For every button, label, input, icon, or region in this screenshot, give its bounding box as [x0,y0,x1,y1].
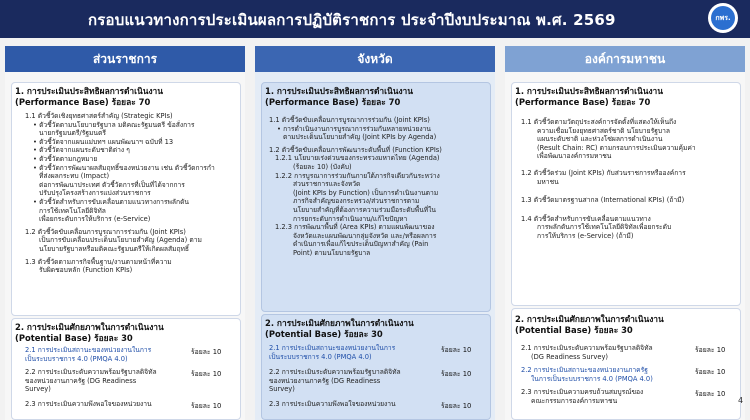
column-public-organization [505,46,745,420]
logo [708,3,738,33]
potential-item-2-1: 2.1 การประเมินสถานะของหน่วยงานในการ เป็นระบบราชการ 4.0 (PMQA 4.0) [269,344,396,361]
performance-items: 1.1 ตัวชี้วัดขับเคลื่อนการบูรณาการร่วมกัน (Joint KPIs) • การดำเนินงานการบูรณาการร่วมกันหลายหน่วยงาน ตามประเด็นนโยบายสำคัญ (Joint KPIs by Agenda) 1.2 ตัวชี้วัดขับเคลื่อนการพัฒนาระดับพื้นที่ (Function KPIs) 1.2.1 นโยบายเร่งด่วนของกระทรวงมหาดไทย (Agenda) (ร้อยละ 10) (บังคับ) 1.2.2 การบูรณาการร่วมกันภายใต้ภารกิจเดียวกันระหว่าง ส่วนราชการและจังหวัด (Joint KPIs by Function) เป็นการดำเนินงานตาม ภารกิจสำคัญของกระทรวง/ส่วนราชการตาม นโยบายสำคัญที่ต้องการความร่วมมือระดับพื้นที่ใน การยกระดับการดำเนินงาน/แก้ไขปัญหา 1.2.3 การพัฒนาพื้นที่ (Area KPIs) ตามแผนพัฒนาของ จังหวัดและแผนพัฒนากลุ่มจังหวัด และ/หรือผลการ ดำเนินการเพื่อแก้ไขประเด็นปัญหาสำคัญ (Pain Point) ตามนโยบายรัฐบาล [269,116,442,257]
performance-title: 1. การประเมินประสิทธิผลการดำเนินงาน (Performance Base) ร้อยละ 70 [515,86,663,107]
column-province [255,46,495,420]
potential-title: 2. การประเมินศักยภาพในการดำเนินงาน (Potential Base) ร้อยละ 30 [515,314,664,335]
performance-items: 1.1 ตัวชี้วัดตามวัตถุประสงค์การจัดตั้งที่แสดงให้เห็นถึง ความเชื่อมโยงยุทธศาสตร์ชาติ นโยบายรัฐบาล แผนระดับชาติ และห่วงโซ่ผลการดำเนินงาน (Result Chain: RC) ตามกรอบการประเมินความคุ้มค่า เพื่อพัฒนาองค์การมหาชน 1.2 ตัวชี้วัดร่วม (Joint KPIs) กับส่วนราชการหรือองค์การ มหาชน 1.3 ตัวชี้วัดมาตรฐานสากล (International KPIs) (ถ้ามี) 1.4 ตัวชี้วัดสำหรับการขับเคลื่อนตามแนวทาง การพลักดันการใช้เทคโนโลยีดิจิทัลเพื่อยกระดับ การให้บริการ (e-Service) (ถ้ามี) [521,118,696,240]
title-bar [0,0,750,38]
potential-item-2-2: 2.2 การประเมินระดับความพร้อมรัฐบาลดิจิทัล ของหน่วยงานภาครัฐ (DG Readiness Survey) [269,368,401,394]
logo-text: กพร. [711,6,735,30]
potential-item-2-2: 2.2 การประเมินสถานะของหน่วยงานภาครัฐ ในการเป็นระบบราชการ 4.0 (PMQA 4.0) [521,366,653,383]
performance-items: 1.1 ตัวชี้วัดเชิงยุทธศาสตร์สำคัญ (Strategic KPIs) • ตัวชี้วัดตามนโยบายรัฐบาล มติคณะรัฐมนตรี ข้อสั่งการ นายกรัฐมนตรี/รัฐมนตรี • ตัวชี้วัดจากแผนแม่บทฯ แผนพัฒนาฯ ฉบับที่ 13 • ตัวชี้วัดจากแผนระดับชาติต่าง ๆ • ตัวชี้วัดตามกฎหมาย • ตัวชี้วัดการพัฒนาผลสัมฤทธิ์ของหน่วยงาน เช่น ตัวชี้วัดการกำ ที่ส่งผลกระทบ (Impact) ต่อการพัฒนาประเทศ ตัวชี้วัดการที่เป็นที่ได้จากการ ปรับปรุงโครงสร้างการแบ่งส่วนราชการ • ตัวชี้วัดสำหรับการขับเคลื่อนตามแนวทางการพลักดัน การใช้เทคโนโลยีดิจิทัล เพื่อยกระดับการให้บริการ (e-Service) 1.2 ตัวชี้วัดขับเคลื่อนการบูรณาการร่วมกัน (Joint KPIs) เป็นการขับเคลื่อนประเด็นนโยบายสำคัญ (Agenda) ตาม นโยบายรัฐบาลหรือมติคณะรัฐมนตรีให้เกิดผลสัมฤทธิ์ 1.3 ตัวชี้วัดตามภารกิจพื้นฐาน/งานตามหน้าที่ความ รับผิดชอบหลัก (Function KPIs) [25,112,215,275]
page-title: กรอบแนวทางการประเมินผลการปฏิบัติราชการ ประจำปีงบประมาณ พ.ศ. 2569 [88,11,616,29]
column-header: ส่วนราชการ [5,46,245,72]
performance-title: 1. การประเมินประสิทธิผลการดำเนินงาน (Performance Base) ร้อยละ 70 [15,86,163,107]
potential-item-2-3: 2.3 การประเมินความพึงพอใจของหน่วยงาน [269,400,396,408]
potential-title: 2. การประเมินศักยภาพในการดำเนินงาน (Potential Base) ร้อยละ 30 [265,318,414,339]
performance-title: 1. การประเมินประสิทธิผลการดำเนินงาน (Performance Base) ร้อยละ 70 [265,86,413,107]
column-header: จังหวัด [255,46,495,72]
potential-percent: ร้อยละ 10 [191,370,222,378]
potential-item-2-3: 2.3 การประเมินความพึงพอใจของหน่วยงาน [25,400,152,408]
potential-title: 2. การประเมินศักยภาพในการดำเนินงาน (Potential Base) ร้อยละ 30 [15,322,164,343]
page-number: 4 [738,396,744,405]
potential-percent: ร้อยละ 10 [695,346,726,354]
potential-item-2-1: 2.1 การประเมินระดับความพร้อมรัฐบาลดิจิทัล (DG Readiness Survey) [521,344,653,361]
column-government-agency [5,46,245,420]
potential-percent: ร้อยละ 10 [191,402,222,410]
column-header: องค์การมหาชน [505,46,745,72]
potential-percent: ร้อยละ 10 [441,402,472,410]
potential-percent: ร้อยละ 10 [441,370,472,378]
potential-item-2-1: 2.1 การประเมินสถานะของหน่วยงานในการ เป็นระบบราชการ 4.0 (PMQA 4.0) [25,346,152,363]
potential-percent: ร้อยละ 10 [191,348,222,356]
potential-percent: ร้อยละ 10 [441,346,472,354]
potential-item-2-3: 2.3 การประเมินความครบถ้วนสมบูรณ์ของ คณะกรรมการองค์การมหาชน [521,388,644,405]
potential-percent: ร้อยละ 10 [695,390,726,398]
potential-percent: ร้อยละ 10 [695,368,726,376]
potential-item-2-2: 2.2 การประเมินระดับความพร้อมรัฐบาลดิจิทัล ของหน่วยงานภาครัฐ (DG Readiness Survey) [25,368,157,394]
